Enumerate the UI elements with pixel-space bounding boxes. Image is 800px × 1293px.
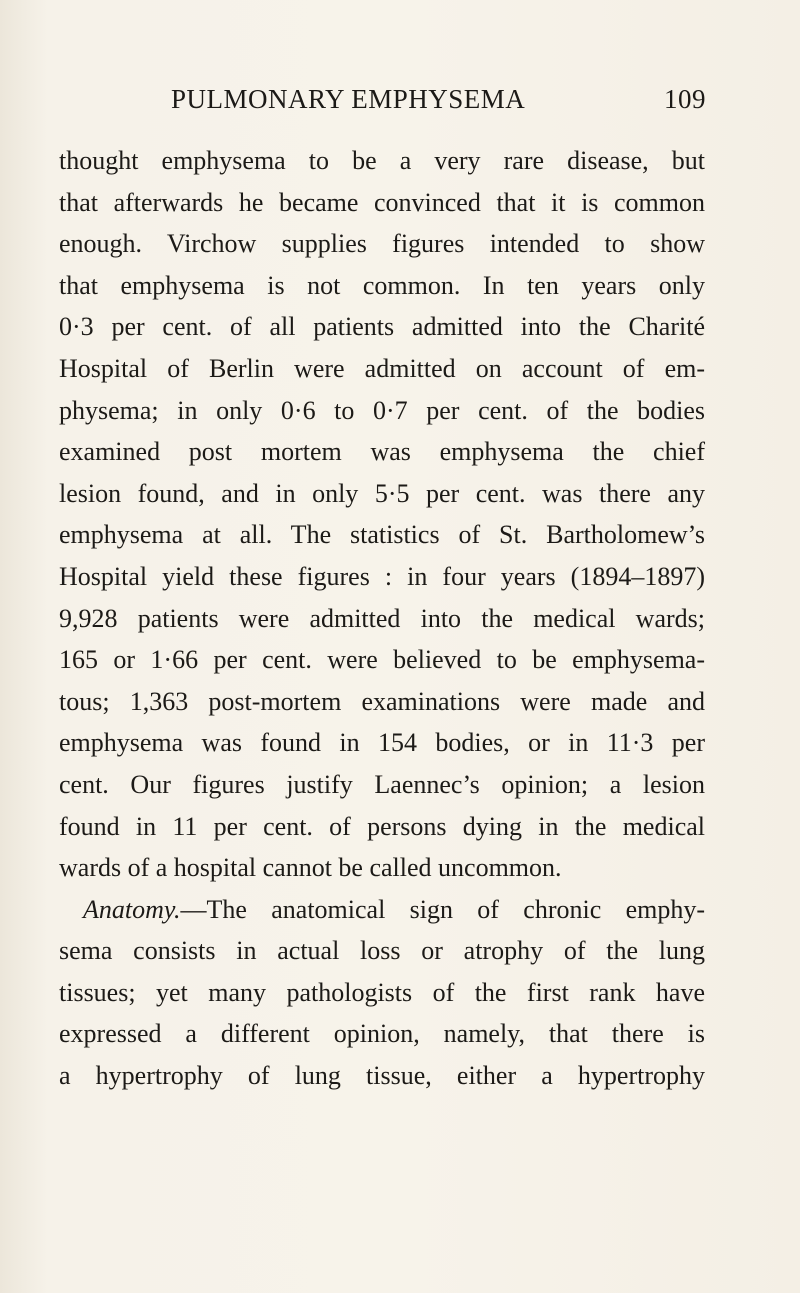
text-line: emphysema was found in 154 bodies, or in 11·3 per: [59, 728, 705, 758]
text-line: that afterwards he became convinced that it is common: [59, 187, 705, 217]
text-line: Hospital yield these figures : in four years (1894–1897): [59, 561, 705, 591]
text-line: expressed a different opinion, namely, that there is: [59, 1019, 705, 1049]
text-line: sema consists in actual loss or atrophy of the lung: [59, 936, 705, 966]
text-line: lesion found, and in only 5·5 per cent. was there any: [59, 478, 705, 508]
text-line: wards of a hospital cannot be called uncommon.: [59, 853, 562, 883]
page-number: 109: [664, 84, 706, 114]
anatomy-heading: Anatomy.: [83, 894, 181, 924]
anatomy-line-rest: —The anatomical sign of chronic emphy-: [180, 894, 705, 924]
anatomy-paragraph-first-line: [59, 889, 705, 931]
text-line: that emphysema is not common. In ten years only: [59, 270, 705, 300]
running-head: [171, 84, 706, 124]
running-title: PULMONARY EMPHYSEMA: [171, 84, 526, 114]
text-line: 9,928 patients were admitted into the medical wards;: [59, 603, 705, 633]
text-line: physema; in only 0·6 to 0·7 per cent. of the bodies: [59, 395, 705, 425]
text-line: Hospital of Berlin were admitted on account of em-: [59, 353, 705, 383]
text-line: cent. Our figures justify Laennec’s opinion; a lesion: [59, 769, 705, 799]
text-line: enough. Virchow supplies figures intended to show: [59, 229, 705, 259]
text-line: found in 11 per cent. of persons dying in the medical: [59, 811, 705, 841]
text-line: 165 or 1·66 per cent. were believed to be emphysema-: [59, 645, 705, 675]
text-line: tous; 1,363 post-mortem examinations were made and: [59, 686, 705, 716]
text-line: 0·3 per cent. of all patients admitted into the Charité: [59, 312, 705, 342]
text-line: a hypertrophy of lung tissue, either a hypertrophy: [59, 1061, 705, 1091]
text-line: tissues; yet many pathologists of the first rank have: [59, 977, 705, 1007]
text-line: thought emphysema to be a very rare disease, but: [59, 146, 705, 175]
text-line: emphysema at all. The statistics of St. Bartholomew’s: [59, 520, 705, 550]
text-line: examined post mortem was emphysema the chief: [59, 437, 705, 467]
body-text: [59, 140, 705, 1097]
